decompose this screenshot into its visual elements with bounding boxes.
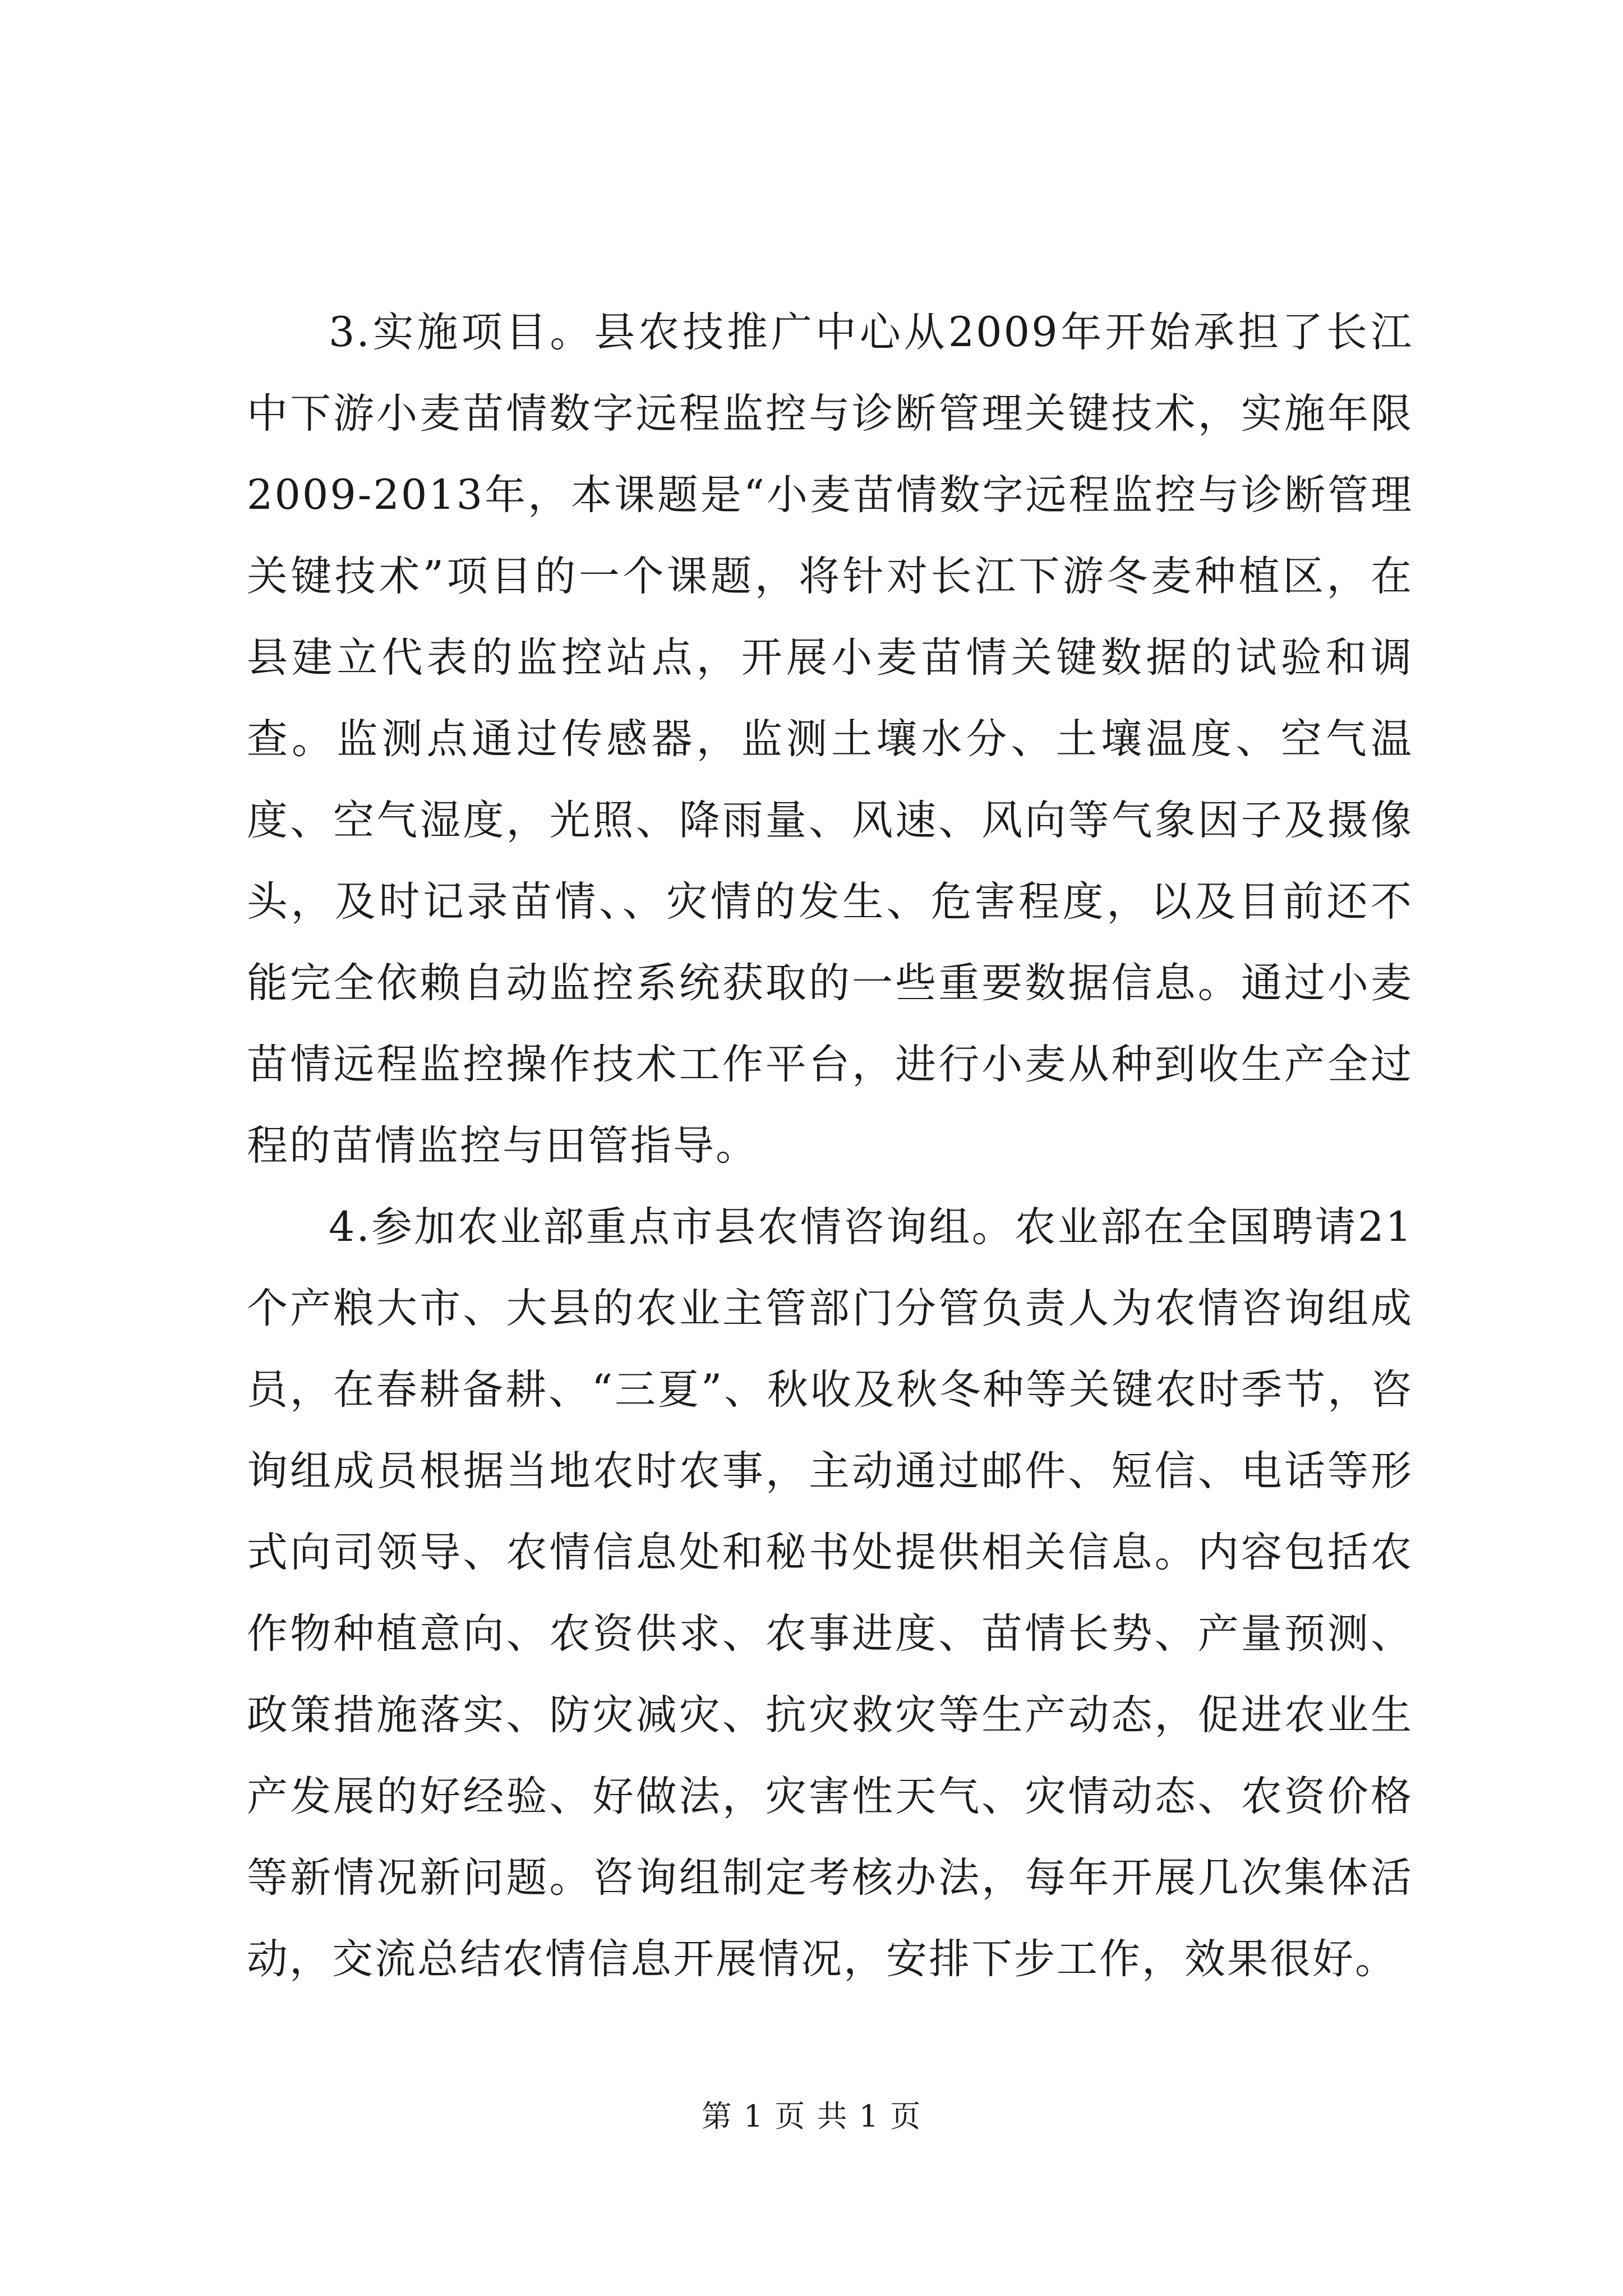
- paragraph-implementation-project: 3.实施项目。县农技推广中心从2009年开始承担了长江中下游小麦苗情数字远程监控与诊断管理关键技术，实施年限2009-2013年，本课题是“小麦苗情数字远程监控与诊断管理关键技术”项目的一个课题，将针对长江下游冬麦种植区，在县建立代表的监控站点，开展小麦苗情关键数据的试验和调查。监测点通过传感器，监测土壤水分、土壤温度、空气温度、空气湿度，光照、降雨量、风速、风向等气象因子及摄像头，及时记录苗情、、灾情的发生、危害程度，以及目前还不能完全依赖自动监控系统获取的一些重要数据信息。通过小麦苗情远程监控操作技术工作平台，进行小麦从种到收生产全过程的苗情监控与田管指导。: [247, 309, 1413, 1170]
- paragraph-consulting-group: 4.参加农业部重点市县农情咨询组。农业部在全国聘请21个产粮大市、大县的农业主管部门分管负责人为农情咨询组成员，在春耕备耕、“三夏”、秋收及秋冬种等关键农时季节，咨询组成员根据当地农时农事，主动通过邮件、短信、电话等形式向司领导、农情信息处和秘书处提供相关信息。内容包括农作物种植意向、农资供求、农事进度、苗情长势、产量预测、政策措施落实、防灾减灾、抗灾救灾等生产动态，促进农业生产发展的好经验、好做法，灾害性天气、灾情动态、农资价格等新情况新问题。咨询组制定考核办法，每年开展几次集体活动，交流总结农情信息开展情况，安排下步工作，效果很好。: [247, 1203, 1413, 1983]
- page-footer: 第 1 页 共 1 页: [701, 2099, 922, 2134]
- document-body: [247, 292, 1413, 2000]
